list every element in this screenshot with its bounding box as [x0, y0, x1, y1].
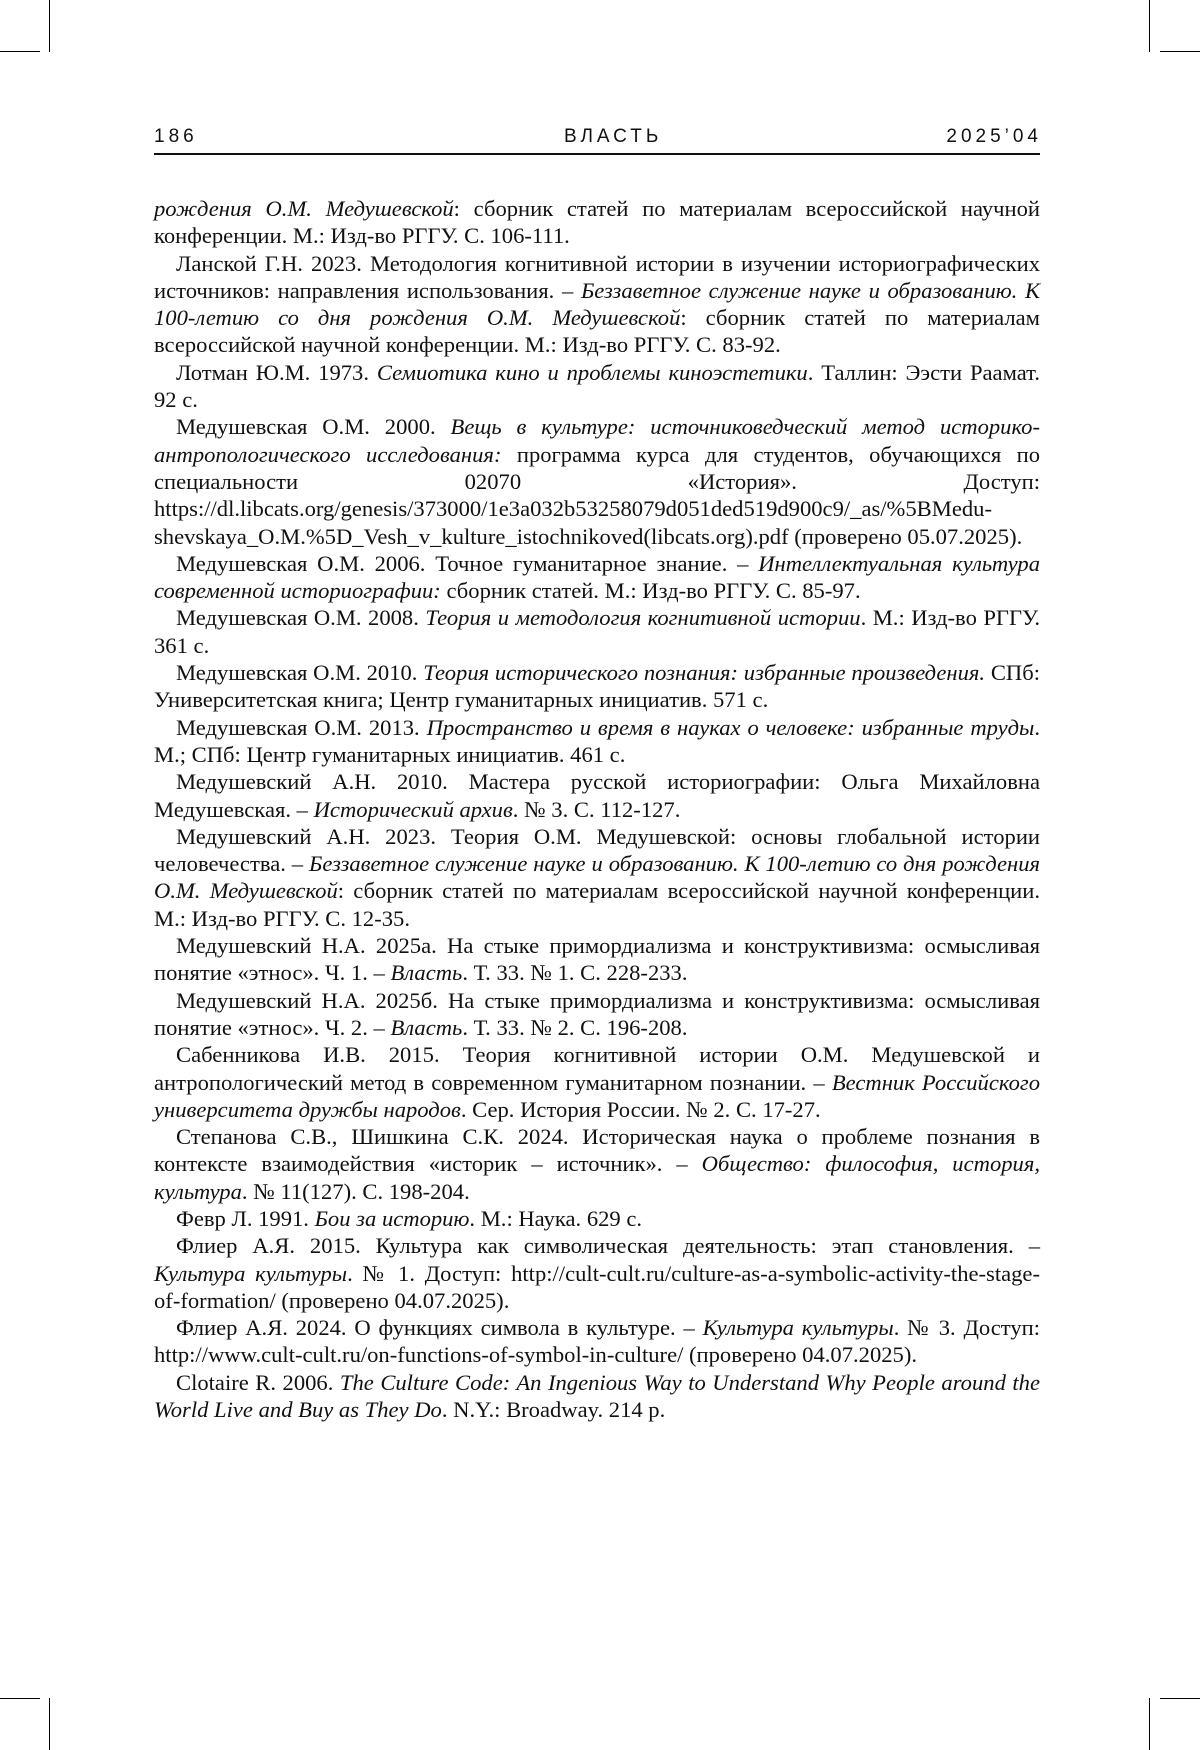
reference-title-italic: Пространство и время в науках о человеке: избран­ные труды: [427, 715, 1035, 740]
issue-number: 2025’04: [946, 126, 1042, 148]
page-number: 186: [154, 126, 198, 148]
reference-title-italic: Власть: [390, 1015, 462, 1040]
reference-entry-continued: [154, 195, 1040, 250]
reference-title-italic: Вещь в культуре: источниковедческий метод исто­рико-антропологического исследования:: [154, 414, 1040, 466]
reference-list: [154, 195, 1040, 1423]
reference-entry: [154, 714, 1040, 769]
reference-text: Медушевский А.Н. 2010. Мастера русской историографии: Ольга Михайловна Медушевская. –: [154, 769, 1040, 821]
crop-mark-bottom-left-vertical: [49, 1698, 50, 1750]
crop-mark-top-right-vertical: [1149, 0, 1150, 52]
reference-entry: [154, 250, 1040, 359]
reference-text: . № 11(127). С. 198-204.: [242, 1179, 470, 1204]
reference-title-italic: Интеллектуальная культура современной историографии:: [154, 551, 1040, 603]
reference-entry: [154, 768, 1040, 823]
reference-text: сборник статей. М.: Изд-во РГГУ. С. 85-97.: [441, 578, 861, 603]
reference-text: . М.: Наука. 629 с.: [469, 1206, 642, 1231]
reference-entry: [154, 659, 1040, 714]
reference-title-italic: Теория исторического познания: избранные произве­дения.: [423, 660, 985, 685]
reference-entry: [154, 1123, 1040, 1205]
reference-text: Медушевский Н.А. 2025а. На стыке примордиализма и конструктивизма: осмысливая понятие «этнос». Ч. 1. –: [154, 933, 1040, 985]
reference-text: . М.: Изд-во РГГУ. 361 с.: [154, 605, 1040, 657]
reference-text: Медушевская О.М. 2010.: [176, 660, 423, 685]
reference-entry: [154, 1369, 1040, 1424]
reference-entry: [154, 823, 1040, 932]
crop-mark-bottom-left-horizontal: [0, 1698, 40, 1699]
reference-text: . N.Y.: Broadway. 214 p.: [442, 1397, 665, 1422]
reference-title-italic: Семиотика кино и проблемы киноэстетики: [377, 360, 808, 385]
reference-title-italic: Вестник Российского университета дружбы народов: [154, 1070, 1040, 1122]
running-header: [154, 126, 1038, 150]
crop-mark-bottom-right-horizontal: [1160, 1698, 1200, 1699]
reference-title-italic: Культура культуры: [154, 1261, 347, 1286]
crop-mark-top-left-horizontal: [0, 51, 40, 52]
reference-title-italic: The Culture Code: An Ingenious Way to Understand Why People around the World Live and Buy as They Do: [154, 1370, 1040, 1422]
reference-text: . Сер. История России. № 2. С. 17-27.: [461, 1097, 821, 1122]
reference-entry: [154, 1232, 1040, 1314]
reference-text: Февр Л. 1991.: [176, 1206, 315, 1231]
reference-text: : сборник статей по материалам всероссийской научной конференции. М.: Изд-во РГГУ. С. 106-111.: [154, 196, 1040, 248]
reference-entry: [154, 1041, 1040, 1123]
reference-entry: [154, 1314, 1040, 1369]
reference-title-italic: рождения О.М. Медушевской: [154, 196, 454, 221]
reference-text: Медушевская О.М. 2008.: [176, 605, 425, 630]
header-rule: [154, 153, 1040, 155]
reference-entry: [154, 932, 1040, 987]
reference-text: Медушевский А.Н. 2023. Теория О.М. Медушевской: основы глобальной истории человечества. –: [154, 824, 1040, 876]
reference-text: Clotaire R. 2006.: [176, 1370, 340, 1395]
reference-title-italic: Бои за историю: [315, 1206, 470, 1231]
reference-text: : сборник статей по материалам всероссийской научной конференции. М.: Изд-во РГГУ. С. 83-92.: [154, 305, 1040, 357]
reference-text: Степанова С.В., Шишкина С.К. 2024. Историческая наука о проблеме познания в контексте взаимодействия «историк – источник». –: [154, 1124, 1040, 1176]
reference-entry: [154, 359, 1040, 414]
reference-text: Сабенникова И.В. 2015. Теория когнитивной истории О.М. Медушевской и антропологический метод в современном гуманитарном познании. –: [154, 1042, 1040, 1094]
reference-title-italic: Беззаветное служение науке и образованию. К 100-летию со дня рождения О.М. Медушевской: [154, 851, 1040, 903]
crop-mark-bottom-right-vertical: [1149, 1698, 1150, 1750]
reference-entry: [154, 1205, 1040, 1232]
reference-entry: [154, 987, 1040, 1042]
reference-entry: [154, 413, 1040, 549]
reference-entry: [154, 604, 1040, 659]
reference-text: . Т. 33. № 1. С. 228-233.: [462, 960, 687, 985]
reference-text: . Таллин: Ээсти Раамат. 92 с.: [154, 360, 1040, 412]
reference-text: программа курса для студентов, обу­чающихся по специальности 02070 «История». Доступ: https://dl.libcats.org/genesis/373000/1e3a032b53258079d051ded519d900c9/_as/%5BMedu­shevskaya_O.M.%5D_Vesh_v_kulture_istochnikoved(libcats.org).pdf (проверено 05.07.2025).: [154, 442, 1040, 549]
reference-text: . М.; СПб: Центр гуманитарных инициатив. 461 с.: [154, 715, 1040, 767]
reference-text: . Т. 33. № 2. С. 196-208.: [462, 1015, 687, 1040]
reference-title-italic: Исторический архив: [314, 797, 513, 822]
reference-text: Медушевская О.М. 2006. Точное гуманитарное знание. –: [176, 551, 758, 576]
reference-text: Медушевская О.М. 2013.: [176, 715, 427, 740]
reference-text: Флиер А.Я. 2015. Культура как символическая деятельность: этап станов­ления. –: [176, 1233, 1040, 1258]
reference-text: Медушевская О.М. 2000.: [176, 414, 451, 439]
reference-title-italic: Власть: [390, 960, 462, 985]
reference-text: Ланской Г.Н. 2023. Методология когнитивной истории в изучении историо­графических источников: направления использования. –: [154, 251, 1040, 303]
reference-text: : сборник статей по материалам все­российской научной конференции. М.: Изд-во РГГУ. С. 12-35.: [154, 878, 1040, 930]
crop-mark-top-right-horizontal: [1160, 51, 1200, 52]
reference-text: Флиер А.Я. 2024. О функциях символа в культуре. –: [176, 1315, 703, 1340]
reference-entry: [154, 550, 1040, 605]
reference-text: . № 3. С. 112-127.: [513, 797, 681, 822]
reference-title-italic: Беззаветное слу­жение науке и образованию. К 100-летию со дня рождения О.М. Медушевской: [154, 278, 1040, 330]
reference-text: . № 1. Доступ: http://cult-cult.ru/culture-as-a-symbolic-activity-the-stage-of-formation/ (проверено 04.07.2025).: [154, 1261, 1040, 1313]
reference-title-italic: Культура культуры: [703, 1315, 894, 1340]
reference-title-italic: Общество: философия, история, культура: [154, 1151, 1040, 1203]
reference-text: Лотман Ю.М. 1973.: [176, 360, 377, 385]
journal-title: ВЛАСТЬ: [564, 126, 662, 148]
reference-text: СПб: Университетская книга; Центр гуманитарных инициатив. 571 с.: [154, 660, 1040, 712]
reference-text: . № 3. Доступ: http://www.cult-cult.ru/on-functions-of-symbol-in-culture/ (про­верено 04.07.2025).: [154, 1315, 1040, 1367]
reference-text: Медушевский Н.А. 2025б. На стыке примордиализма и конструктивизма: осмысливая понятие «этнос». Ч. 2. –: [154, 988, 1040, 1040]
crop-mark-top-left-vertical: [49, 0, 50, 52]
reference-title-italic: Теория и методология когнитивной истории: [425, 605, 860, 630]
